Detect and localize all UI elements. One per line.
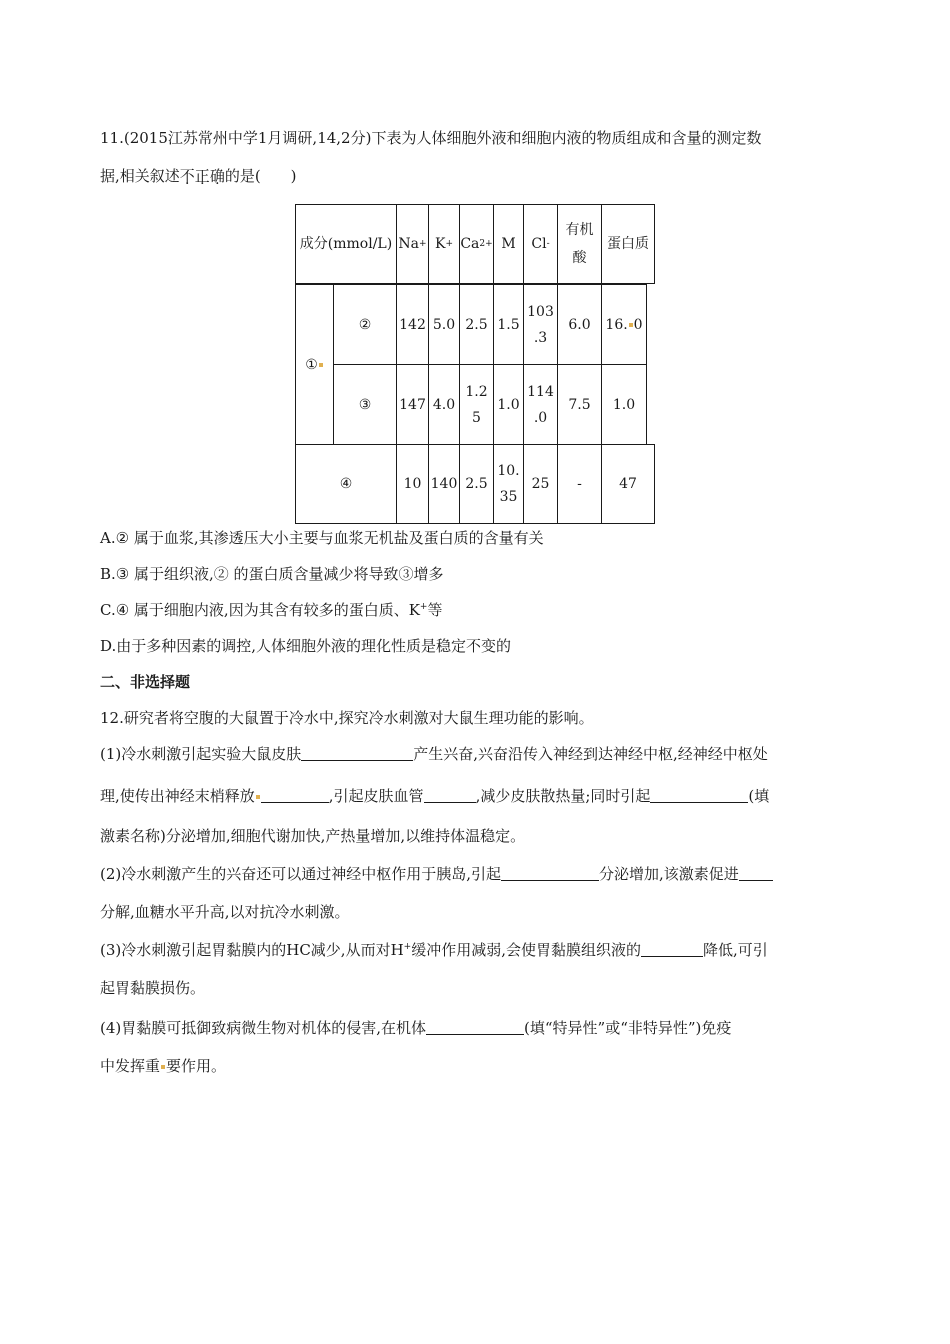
cell-k: 5.0 [428,284,460,365]
q11-line2: 据,相关叙述不正确的是( ) [100,167,297,185]
option-b: B.③ 属于组织液,② 的蛋白质含量减少将导致③增多 [100,565,444,583]
header-na: Na + [396,204,429,284]
row-label-2: ② [333,284,397,365]
cell-m: 10. 35 [493,444,524,524]
cell-na: 147 [396,364,429,445]
q12-intro: 12.研究者将空腹的大鼠置于冷水中,探究冷水刺激对大鼠生理功能的影响。 [100,709,594,727]
cell-organic-acid: - [557,444,602,524]
q12-part1-line3: 激素名称)分泌增加,细胞代谢加快,产热量增加,以维持体温稳定。 [100,827,526,845]
cell-ca: 2.5 [459,284,494,365]
cell-cl: 103 .3 [523,284,558,365]
q12-part2-line2: 分解,血糖水平升高,以对抗冷水刺激。 [100,903,350,921]
cell-ca: 1.2 5 [459,364,494,445]
answer-blank[interactable] [261,786,329,803]
header-k: K + [428,204,460,284]
answer-blank[interactable] [641,940,703,957]
q12-part3-line1: (3)冷水刺激引起胃黏膜内的HC减少,从而对H+缓冲作用减弱,会使胃黏膜组织液的 降低,可引 [100,941,768,959]
cell-m: 1.0 [493,364,524,445]
option-a: A.② 属于血浆,其渗透压大小主要与血浆无机盐及蛋白质的含量有关 [100,529,544,547]
q12-part4-line1: (4)胃黏膜可抵御致病微生物对机体的侵害,在机体 (填“特异性”或“非特异性”)免疫 [100,1019,732,1037]
cell-cl: 114 .0 [523,364,558,445]
answer-blank[interactable] [301,744,413,761]
q12-part4-line2: 中发挥重 要作用。 [100,1057,227,1075]
header-cl: Cl - [523,204,558,284]
answer-blank[interactable] [650,786,748,803]
row-label-4: ④ [295,444,397,524]
cell-organic-acid: 7.5 [557,364,602,445]
group-label-1: ① [295,284,334,445]
section-heading: 二、非选择题 [100,673,191,691]
answer-blank[interactable] [426,1018,524,1035]
cell-na: 10 [396,444,429,524]
header-organic-acid: 有机 酸 [557,204,602,284]
header-m: M [493,204,524,284]
answer-blank[interactable] [501,864,599,881]
cell-m: 1.5 [493,284,524,365]
cell-protein: 47 [601,444,655,524]
header-component: 成分(mmol/L) [295,204,397,284]
q11-line1: 11.(2015江苏常州中学1月调研,14,2分)下表为人体细胞外液和细胞内液的物质组成和含量的测定数 [100,129,762,147]
cell-k: 140 [428,444,460,524]
answer-blank[interactable] [739,864,773,881]
cell-k: 4.0 [428,364,460,445]
cell-cl: 25 [523,444,558,524]
cell-na: 142 [396,284,429,365]
q12-part1-line2: 理,使传出神经末梢释放 ,引起皮肤血管 ,减少皮肤散热量;同时引起 (填 [100,787,770,805]
option-d: D.由于多种因素的调控,人体细胞外液的理化性质是稳定不变的 [100,637,512,655]
row-label-3: ③ [333,364,397,445]
q12-part1-line1: (1)冷水刺激引起实验大鼠皮肤 产生兴奋,兴奋沿传入神经到达神经中枢,经神经中枢处 [100,745,768,763]
q12-part2-line1: (2)冷水刺激产生的兴奋还可以通过神经中枢作用于胰岛,引起 分泌增加,该激素促进 [100,864,773,884]
header-protein: 蛋白质 [601,204,655,284]
cell-ca: 2.5 [459,444,494,524]
answer-blank[interactable] [424,786,476,803]
cell-protein: 16. 0 [601,284,647,365]
cell-protein: 1.0 [601,364,647,445]
cell-organic-acid: 6.0 [557,284,602,365]
option-c: C.④ 属于细胞内液,因为其含有较多的蛋白质、K+等 [100,601,443,619]
header-ca: Ca 2+ [459,204,494,284]
q12-part3-line2: 起胃黏膜损伤。 [100,979,206,997]
